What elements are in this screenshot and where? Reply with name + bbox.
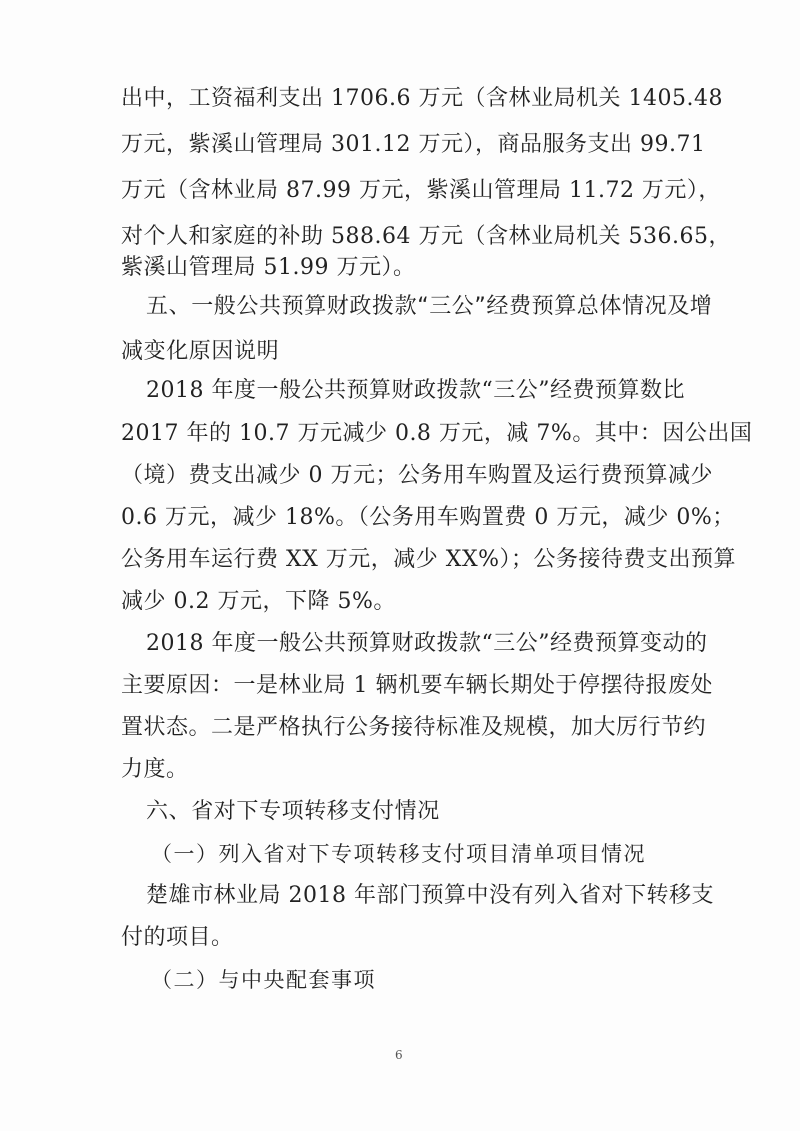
- body-text-line: 出中，工资福利支出 1706.6 万元（含林业局机关 1405.48: [121, 86, 723, 111]
- subsection-heading: （二）与中央配套事项: [151, 968, 376, 992]
- body-text-line: 万元（含林业局 87.99 万元，紫溪山管理局 11.72 万元），: [121, 178, 721, 203]
- body-text-line: 0.6 万元，减少 18%。（公务用车购置费 0 万元，减少 0%；: [121, 505, 735, 530]
- body-text-line: 对个人和家庭的补助 588.64 万元（含林业局机关 536.65，: [121, 224, 731, 249]
- body-text-line: （境）费支出减少 0 万元；公务用车购置及运行费预算减少: [121, 463, 713, 488]
- body-text-line: 置状态。二是严格执行公务接待标准及规模，加大厉行节约: [121, 715, 707, 740]
- body-text-line: 2017 年的 10.7 万元减少 0.8 万元，减 7%。其中：因公出国: [121, 421, 753, 446]
- body-text-line: 减少 0.2 万元，下降 5%。: [121, 589, 396, 614]
- body-text-line: 力度。: [121, 757, 189, 782]
- body-text-line: 万元，紫溪山管理局 301.12 万元），商品服务支出 99.71: [121, 132, 706, 157]
- body-text-line: 楚雄市林业局 2018 年部门预算中没有列入省对下转移支: [146, 883, 714, 908]
- section-heading: 六、省对下专项转移支付情况: [146, 799, 440, 824]
- body-text-line: 公务用车运行费 XX 万元，减少 XX%）；公务接待费支出预算: [121, 547, 737, 572]
- subsection-heading: （一）列入省对下专项转移支付项目清单项目情况: [151, 842, 646, 866]
- page-number: 6: [395, 1048, 403, 1062]
- section-heading: 五、一般公共预算财政拨款“三公”经费预算总体情况及增: [146, 294, 713, 319]
- section-heading-continued: 减变化原因说明: [121, 339, 280, 364]
- body-text-line: 紫溪山管理局 51.99 万元）。: [121, 255, 416, 280]
- body-text-line: 主要原因：一是林业局 1 辆机要车辆长期处于停摆待报废处: [121, 673, 713, 698]
- body-text-line: 2018 年度一般公共预算财政拨款“三公”经费预算变动的: [146, 631, 708, 656]
- body-text-line: 付的项目。: [121, 925, 234, 950]
- body-text-line: 2018 年度一般公共预算财政拨款“三公”经费预算数比: [146, 378, 685, 403]
